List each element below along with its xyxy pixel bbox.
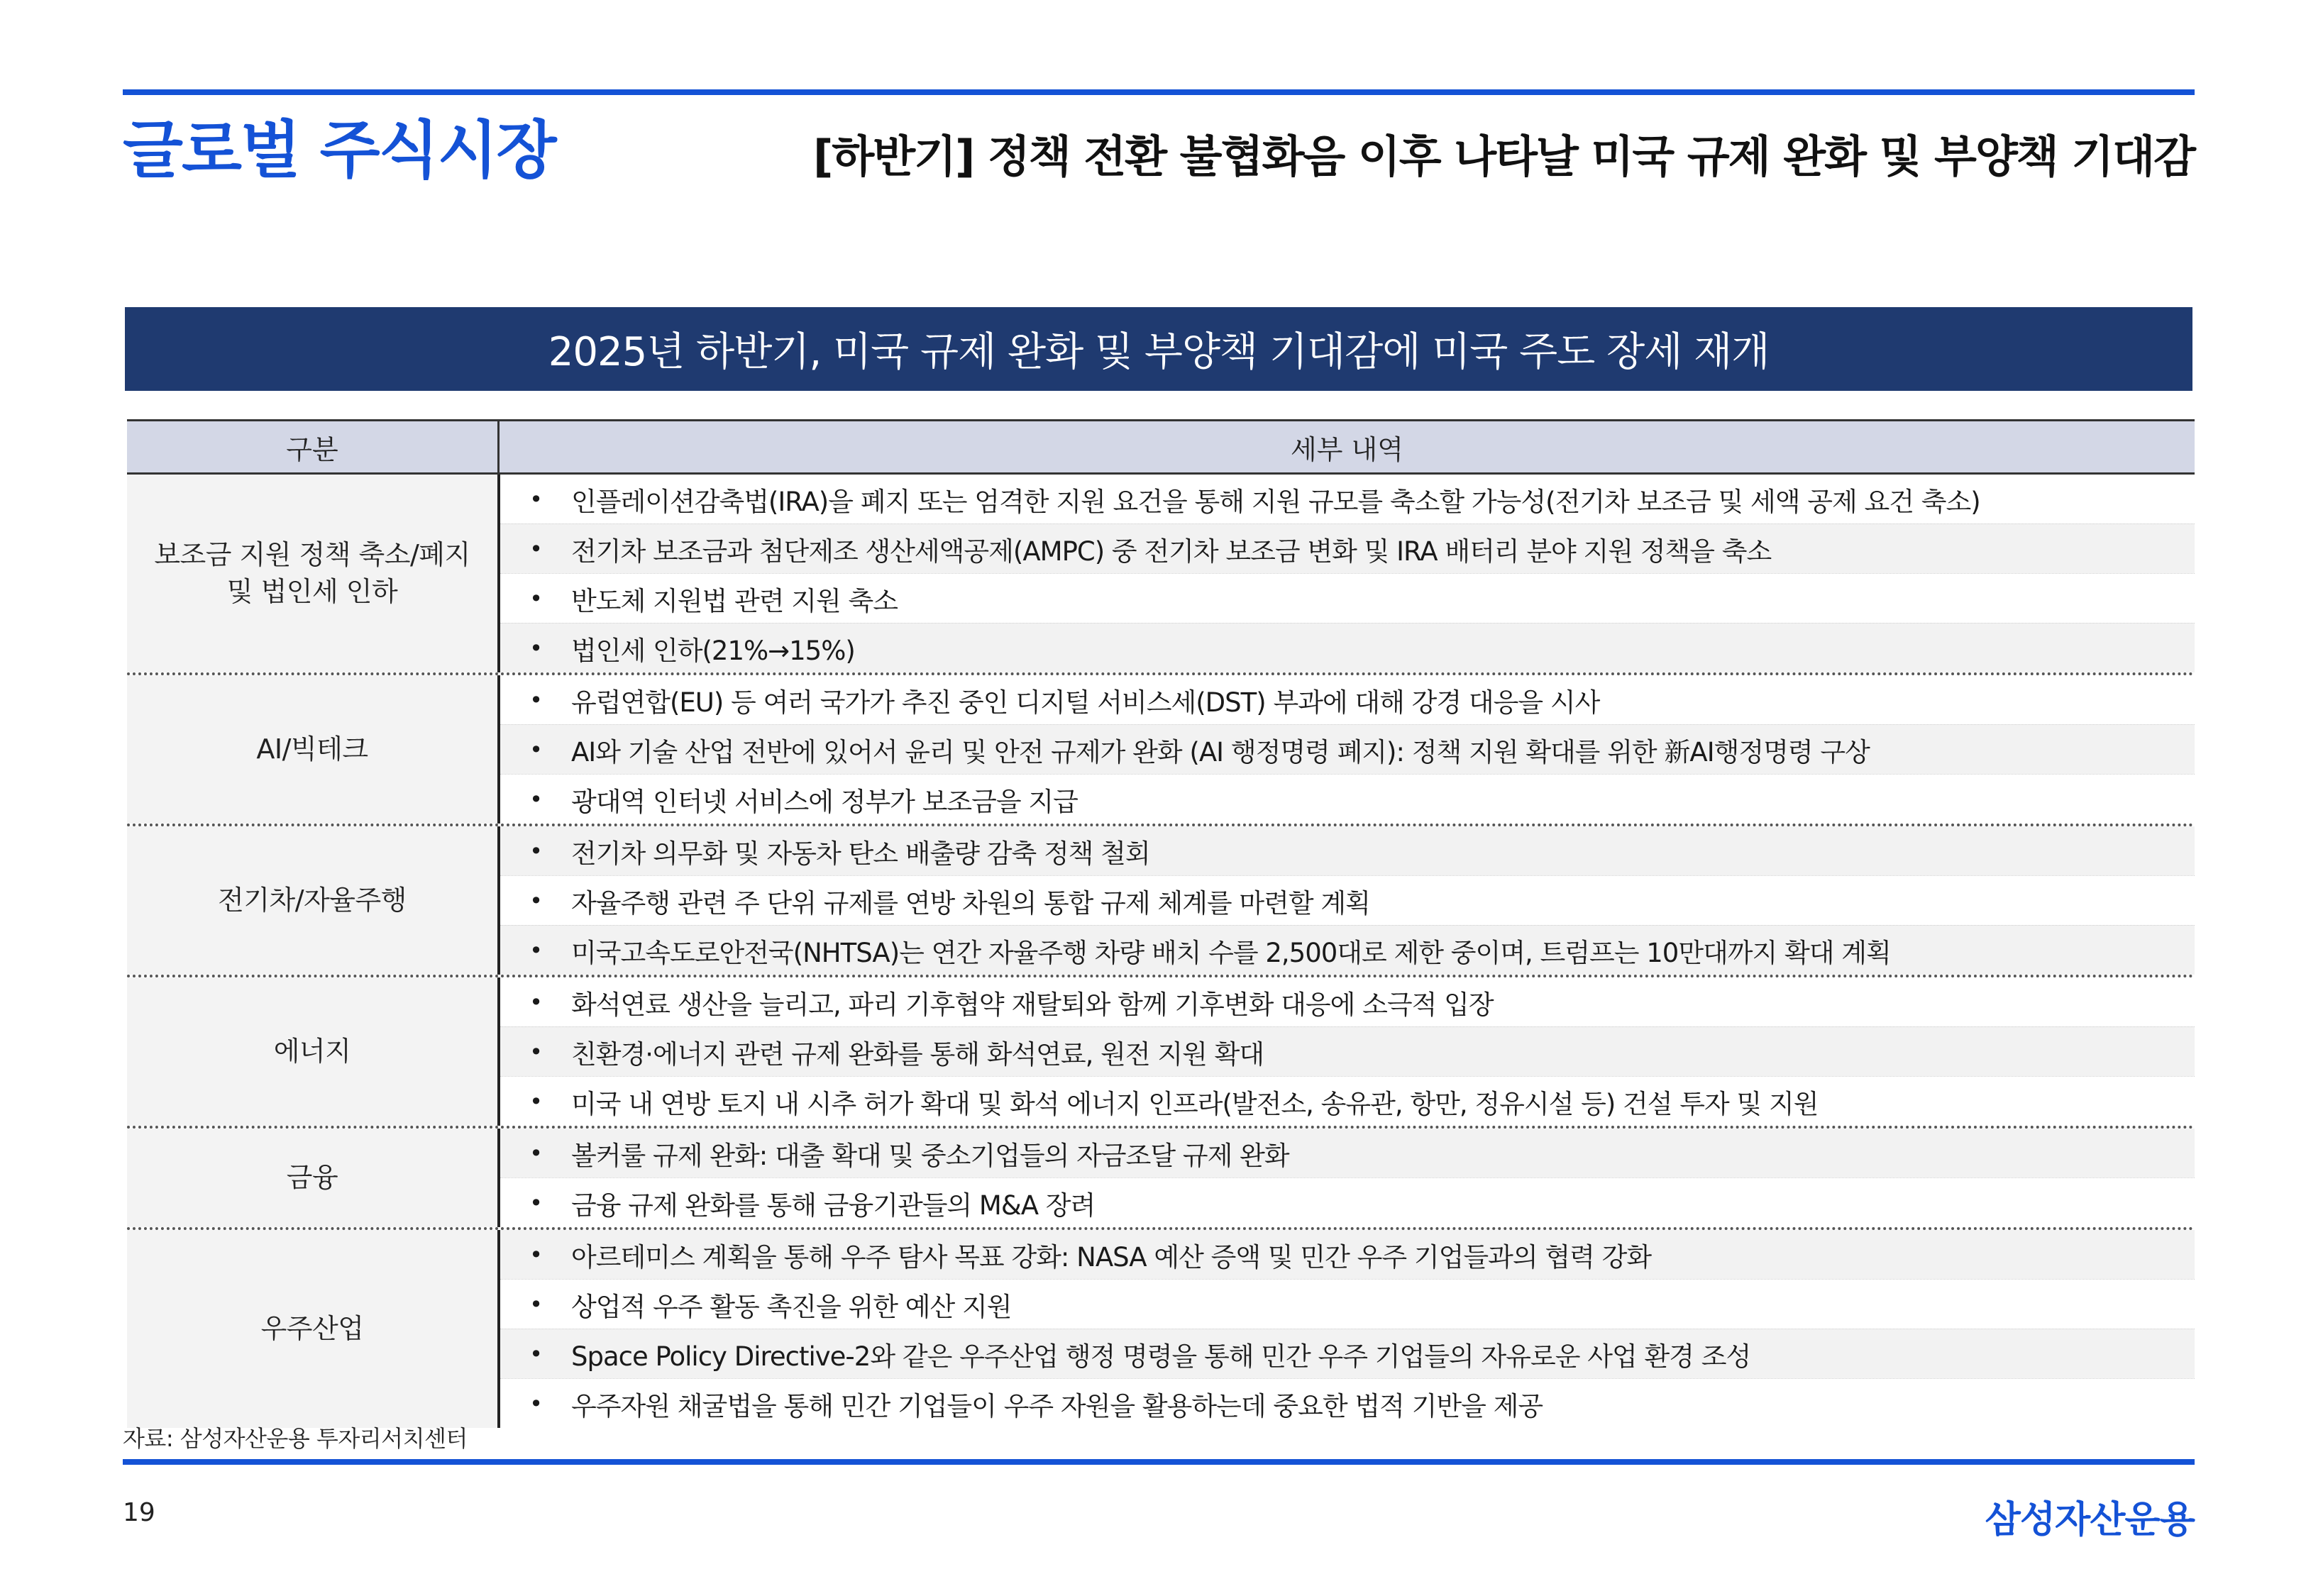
table-group (127, 1129, 2195, 1230)
column-header-details: 세부 내역 (497, 421, 2195, 472)
category-label: 우주산업 (260, 1312, 364, 1344)
summary-banner: 2025년 하반기, 미국 규제 완화 및 부양책 기대감에 미국 주도 장세 재개 (125, 307, 2192, 391)
table-row (500, 1378, 2195, 1428)
table-row (500, 1230, 2195, 1279)
bullet-marker: • (529, 1241, 542, 1268)
detail-text: 전기차 의무화 및 자동차 탄소 배출량 감축 정책 철회 (571, 838, 1150, 869)
table-group (127, 826, 2195, 977)
bullet-marker: • (529, 785, 542, 813)
table-row (500, 875, 2195, 925)
bottom-rule (123, 1459, 2195, 1465)
detail-list (497, 675, 2195, 824)
table-group (127, 977, 2195, 1129)
bullet-marker: • (529, 988, 542, 1016)
table-group (127, 675, 2195, 826)
detail-list (497, 977, 2195, 1126)
detail-text: AI와 기술 산업 전반에 있어서 윤리 및 안전 규제가 완화 (AI 행정명령 폐지): 정책 지원 확대를 위한 新AI행정명령 구상 (571, 736, 1870, 767)
bullet-marker: • (529, 936, 542, 964)
section-title: 글로벌 주식시장 (123, 113, 556, 187)
category-label: 전기차/자율주행 (218, 884, 407, 916)
table-row (500, 1177, 2195, 1227)
detail-text: 자율주행 관련 주 단위 규제를 연방 차원의 통합 규제 체계를 마련할 계획 (571, 887, 1370, 919)
detail-text: 아르테미스 계획을 통해 우주 탐사 목표 강화: NASA 예산 증액 및 민간 우주 기업들과의 협력 강화 (571, 1241, 1652, 1273)
table-row (500, 1076, 2195, 1126)
detail-text: 금융 규제 완화를 통해 금융기관들의 M&A 장려 (571, 1190, 1096, 1221)
bullet-marker: • (529, 1390, 542, 1417)
detail-text: 상업적 우주 활동 촉진을 위한 예산 지원 (571, 1291, 1012, 1322)
detail-text: 인플레이션감축법(IRA)을 폐지 또는 엄격한 지원 요건을 통해 지원 규모를 축소할 가능성(전기차 보조금 및 세액 공제 요건 축소) (571, 486, 1980, 517)
table-row (500, 826, 2195, 875)
table-row (500, 623, 2195, 672)
table-header (127, 419, 2195, 475)
category-label: 에너지 (273, 1035, 351, 1067)
bullet-marker: • (529, 485, 542, 513)
category-label: AI/빅테크 (256, 733, 368, 765)
detail-text: 전기차 보조금과 첨단제조 생산세액공제(AMPC) 중 전기차 보조금 변화 및 IRA 배터리 분야 지원 정책을 축소 (571, 536, 1772, 567)
category-cell (127, 1230, 497, 1428)
table-row (500, 573, 2195, 623)
detail-text: 미국 내 연방 토지 내 시추 허가 확대 및 화석 에너지 인프라(발전소, 송유관, 항만, 정유시설 등) 건설 투자 및 지원 (571, 1088, 1819, 1119)
table-row (500, 774, 2195, 824)
table-row (500, 1129, 2195, 1177)
detail-text: Space Policy Directive-2와 같은 우주산업 행정 명령을 통해 민간 우주 기업들의 자유로운 사업 환경 조성 (571, 1341, 1751, 1372)
category-cell (127, 675, 497, 824)
category-label: 보조금 지원 정책 축소/폐지 및 법인세 인하 (154, 539, 470, 607)
category-cell (127, 977, 497, 1126)
column-header-category: 구분 (286, 433, 338, 465)
category-cell (127, 1129, 497, 1227)
detail-text: 화석연료 생산을 늘리고, 파리 기후협약 재탈퇴와 함께 기후변화 대응에 소극적 입장 (571, 989, 1494, 1020)
bullet-marker: • (529, 1340, 542, 1368)
top-rule (123, 89, 2195, 95)
table-row (500, 475, 2195, 523)
source-note: 자료: 삼성자산운용 투자리서치센터 (123, 1425, 468, 1452)
table-row (500, 925, 2195, 975)
bullet-marker: • (529, 887, 542, 914)
bullet-marker: • (529, 837, 542, 865)
category-cell (127, 826, 497, 975)
category-cell (127, 475, 497, 672)
table-body (127, 475, 2195, 1428)
bullet-marker: • (529, 1290, 542, 1318)
bullet-marker: • (529, 1087, 542, 1115)
table-row (500, 977, 2195, 1026)
bullet-marker: • (529, 584, 542, 612)
table-row (500, 1026, 2195, 1076)
bullet-marker: • (529, 535, 542, 563)
detail-text: 볼커룰 규제 완화: 대출 확대 및 중소기업들의 자금조달 규제 완화 (571, 1140, 1289, 1171)
bullet-marker: • (529, 686, 542, 714)
detail-text: 반도체 지원법 관련 지원 축소 (571, 585, 898, 616)
table-row (500, 1329, 2195, 1378)
table-row (500, 523, 2195, 573)
table-row (500, 724, 2195, 774)
detail-text: 미국고속도로안전국(NHTSA)는 연간 자율주행 차량 배치 수를 2,500대로 제한 중이며, 트럼프는 10만대까지 확대 계획 (571, 937, 1891, 968)
detail-list (497, 475, 2195, 672)
detail-text: 광대역 인터넷 서비스에 정부가 보조금을 지급 (571, 786, 1078, 817)
page-headline: [하반기] 정책 전환 불협화음 이후 나타날 미국 규제 완화 및 부양책 기대감 (813, 131, 2195, 182)
bullet-marker: • (529, 1139, 542, 1167)
bullet-marker: • (529, 634, 542, 662)
detail-list (497, 1129, 2195, 1227)
table-group (127, 1230, 2195, 1428)
company-logo: 삼성자산운용 (1985, 1499, 2195, 1541)
bullet-marker: • (529, 1189, 542, 1217)
bullet-marker: • (529, 1038, 542, 1065)
detail-text: 친환경·에너지 관련 규제 완화를 통해 화석연료, 원전 지원 확대 (571, 1038, 1264, 1070)
detail-list (497, 1230, 2195, 1428)
policy-table (127, 419, 2195, 1428)
detail-text: 우주자원 채굴법을 통해 민간 기업들이 우주 자원을 활용하는데 중요한 법적 기반을 제공 (571, 1390, 1543, 1422)
detail-list (497, 826, 2195, 975)
category-label: 금융 (286, 1161, 338, 1193)
detail-text: 유럽연합(EU) 등 여러 국가가 추진 중인 디지털 서비스세(DST) 부과에 대해 강경 대응을 시사 (571, 687, 1600, 718)
table-row (500, 675, 2195, 724)
table-row (500, 1279, 2195, 1329)
bullet-marker: • (529, 736, 542, 763)
detail-text: 법인세 인하(21%→15%) (571, 635, 855, 666)
page-number: 19 (123, 1498, 155, 1527)
table-group (127, 475, 2195, 675)
